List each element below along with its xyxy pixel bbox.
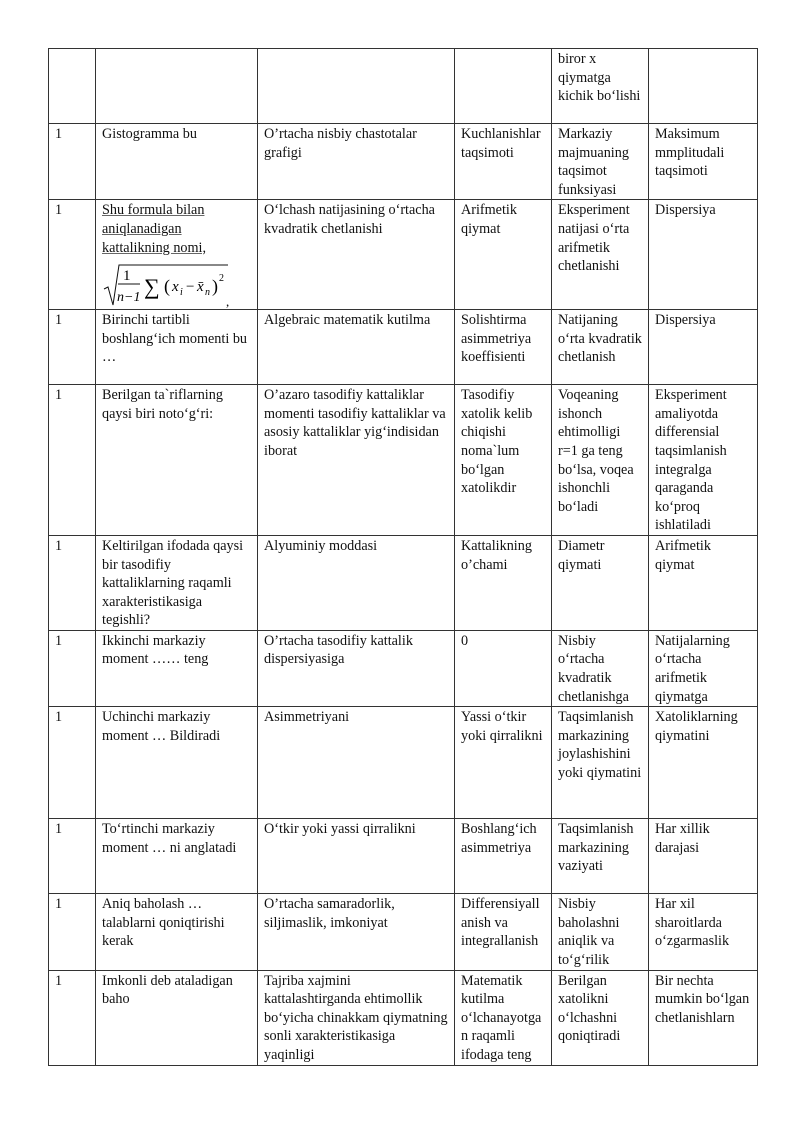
- cell-answer-b: Differensiyallanish va integrallanish: [455, 894, 552, 970]
- coef-numerator: 1: [123, 268, 131, 285]
- table-row: [49, 200, 758, 310]
- cell-answer-a: [258, 49, 455, 124]
- cell-answer-a: Algebraic matematik kutilma: [258, 310, 455, 385]
- cell-number: [49, 49, 96, 124]
- cell-question: Keltirilgan ifodada qaysi bir tasodifiy kattaliklarning raqamli xarakteristikasiga tegishli?: [96, 535, 258, 630]
- cell-answer-b: 0: [455, 630, 552, 706]
- cell-number: 1: [49, 630, 96, 706]
- cell-number: 1: [49, 385, 96, 536]
- cell-answer-d: Dispersiya: [649, 310, 758, 385]
- cell-answer-c: biror x qiymatga kichik bo‘lishi: [552, 49, 649, 124]
- cell-number: 1: [49, 819, 96, 894]
- formula-svg: [102, 259, 242, 309]
- cell-number: 1: [49, 200, 96, 310]
- cell-answer-d: Dispersiya: [649, 200, 758, 310]
- cell-answer-c: Berilgan xatolikni o‘lchashni qoniqtiradi: [552, 970, 649, 1065]
- cell-answer-c: Diametr qiymati: [552, 535, 649, 630]
- cell-answer-a: Tajriba xajmini kattalashtirganda ehtimollik bo‘yicha chinakkam qiymatning sonli xarakteristikasiga yaqinligi: [258, 970, 455, 1065]
- cell-answer-a: O’azaro tasodifiy kattaliklar momenti tasodifiy kattaliklar va asosiy kattaliklar yig‘indisidan iborat: [258, 385, 455, 536]
- cell-answer-a: Asimmetriyani: [258, 707, 455, 819]
- cell-answer-a: O’rtacha tasodifiy kattalik dispersiyasiga: [258, 630, 455, 706]
- cell-question: [96, 200, 258, 310]
- sum-symbol: ∑: [144, 274, 160, 300]
- table-row: [49, 630, 758, 706]
- cell-question: Birinchi tartibli boshlang‘ich momenti bu …: [96, 310, 258, 385]
- cell-answer-b: Yassi o‘tkir yoki qirralikni: [455, 707, 552, 819]
- cell-answer-a: Alyuminiy moddasi: [258, 535, 455, 630]
- cell-question: Imkonli deb ataladigan baho: [96, 970, 258, 1065]
- cell-answer-c: Taqsimlanish markazining vaziyati: [552, 819, 649, 894]
- cell-question: Uchinchi markaziy moment … Bildiradi: [96, 707, 258, 819]
- table-row: [49, 894, 758, 970]
- trailing-comma: ,: [226, 294, 230, 310]
- paren-open: (: [164, 276, 170, 297]
- table-row: [49, 49, 758, 124]
- cell-answer-b: Matematik kutilma o‘lchanayotgan raqamli ifodaga teng: [455, 970, 552, 1065]
- cell-question: To‘rtinchi markaziy moment … ni anglatadi: [96, 819, 258, 894]
- cell-answer-b: Tasodifiy xatolik kelib chiqishi noma`lum bo‘lgan xatolikdir: [455, 385, 552, 536]
- superscript-2: 2: [219, 273, 224, 285]
- cell-answer-b: Kuchlanishlar taqsimoti: [455, 124, 552, 200]
- questions-table: [48, 48, 758, 1066]
- cell-answer-a: O‘lchash natijasining o‘rtacha kvadratik chetlanishi: [258, 200, 455, 310]
- cell-answer-b: Boshlang‘ich asimmetriya: [455, 819, 552, 894]
- cell-question: Berilgan ta`riflarning qaysi biri noto‘g‘ri:: [96, 385, 258, 536]
- cell-number: 1: [49, 310, 96, 385]
- cell-number: 1: [49, 124, 96, 200]
- cell-answer-d: Har xillik darajasi: [649, 819, 758, 894]
- table-row: [49, 385, 758, 536]
- cell-answer-a: O’rtacha nisbiy chastotalar grafigi: [258, 124, 455, 200]
- cell-question: Ikkinchi markaziy moment …… teng: [96, 630, 258, 706]
- cell-answer-c: Markaziy majmuaning taqsimot funksiyasi: [552, 124, 649, 200]
- cell-answer-b: Kattalikning o’chami: [455, 535, 552, 630]
- coef-denominator: n−1: [117, 290, 141, 306]
- cell-answer-c: Voqeaning ishonch ehtimolligi r=1 ga teng bo‘lsa, voqea ishonchli bo‘ladi: [552, 385, 649, 536]
- cell-answer-d: [649, 49, 758, 124]
- cell-answer-d: Natijalarning o‘rtacha arifmetik qiymatga: [649, 630, 758, 706]
- subscript-i: i: [180, 287, 183, 299]
- minus-sign: −: [186, 279, 195, 296]
- cell-answer-b: [455, 49, 552, 124]
- cell-answer-d: Har xil sharoitlarda o‘zgarmaslik: [649, 894, 758, 970]
- cell-answer-a: O‘tkir yoki yassi qirralikni: [258, 819, 455, 894]
- cell-answer-b: Solishtirma asimmetriya koeffisienti: [455, 310, 552, 385]
- cell-answer-d: Arifmetik qiymat: [649, 535, 758, 630]
- table-row: [49, 819, 758, 894]
- std-deviation-formula: [102, 259, 251, 309]
- var-xbar: x̄: [197, 279, 204, 296]
- cell-question: Aniq baholash … talablarni qoniqtirishi kerak: [96, 894, 258, 970]
- cell-answer-d: Xatoliklarning qiymatini: [649, 707, 758, 819]
- cell-answer-c: Nisbiy baholashni aniqlik va to‘g‘rilik: [552, 894, 649, 970]
- cell-answer-c: Nisbiy o‘rtacha kvadratik chetlanishga: [552, 630, 649, 706]
- paren-close: ): [212, 276, 218, 297]
- cell-number: 1: [49, 970, 96, 1065]
- table-row: [49, 535, 758, 630]
- cell-number: 1: [49, 535, 96, 630]
- var-x: x: [172, 279, 179, 296]
- cell-answer-c: Natijaning o‘rta kvadratik chetlanish: [552, 310, 649, 385]
- cell-answer-c: Eksperiment natijasi o‘rta arifmetik chetlanishi: [552, 200, 649, 310]
- cell-question: [96, 49, 258, 124]
- cell-answer-c: Taqsimlanish markazining joylashishini yoki qiymatini: [552, 707, 649, 819]
- question-text: Shu formula bilan aniqlanadigan kattalikning nomi,: [102, 202, 207, 256]
- table-row: [49, 124, 758, 200]
- cell-answer-a: O’rtacha samaradorlik, siljimaslik, imkoniyat: [258, 894, 455, 970]
- cell-answer-d: Maksimum mmplitudali taqsimoti: [649, 124, 758, 200]
- cell-answer-d: Eksperiment amaliyotda differensial taqsimlanish integralga qaraganda ko‘proq ishlatiladi: [649, 385, 758, 536]
- cell-question: Gistogramma bu: [96, 124, 258, 200]
- cell-answer-b: Arifmetik qiymat: [455, 200, 552, 310]
- table-row: [49, 970, 758, 1065]
- table-row: [49, 310, 758, 385]
- cell-number: 1: [49, 707, 96, 819]
- cell-number: 1: [49, 894, 96, 970]
- table-row: [49, 707, 758, 819]
- subscript-n: n: [205, 287, 210, 299]
- cell-answer-d: Bir nechta mumkin bo‘lgan chetlanishlarn: [649, 970, 758, 1065]
